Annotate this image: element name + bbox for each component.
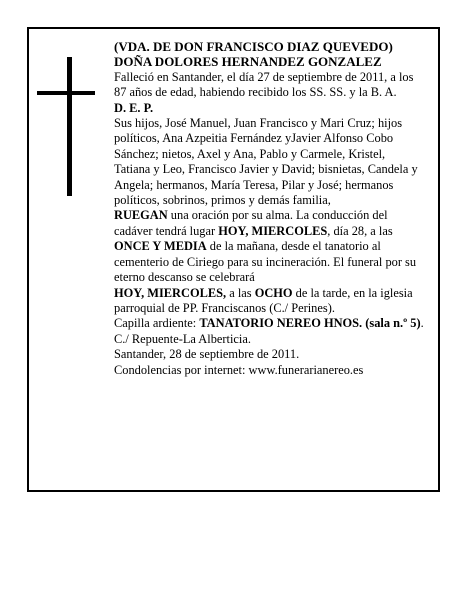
- hoy-miercoles-2: HOY, MIERCOLES,: [114, 285, 227, 300]
- chapel-text-2: . C./ Repuente-La Alberticia.: [114, 316, 424, 346]
- request-text-2: , día 28, a las: [327, 223, 393, 238]
- funeral-text-2: de la tarde, en la iglesia parroquial de PP. Franciscanos (C./ Perines).: [114, 285, 413, 315]
- cross-icon-crossbar: [37, 91, 95, 95]
- widow-of-line: (VDA. DE DON FRANCISCO DIAZ QUEVEDO): [114, 39, 393, 54]
- cross-icon: [67, 57, 72, 196]
- request-text-3: de la mañana, desde el tanatorio al cementerio de Ciriego para su incineración. El funeral por su eterno descanso se celebrará: [114, 239, 417, 285]
- funeral-paragraph: [114, 286, 424, 317]
- tanatorio-name: TANATORIO NEREO HNOS. (sala n.º 5): [199, 316, 421, 331]
- dep-line: D. E. P.: [114, 100, 154, 115]
- chapel-paragraph: [114, 316, 424, 347]
- once-y-media: ONCE Y MEDIA: [114, 239, 207, 254]
- request-text-1: una oración por su alma. La conducción del cadáver tendrá lugar: [114, 208, 388, 238]
- ruegan-text: RUEGAN: [114, 208, 168, 223]
- funeral-text-1: a las: [226, 285, 255, 300]
- request-paragraph: [114, 208, 424, 285]
- family-list: Sus hijos, José Manuel, Juan Francisco y Mari Cruz; hijos políticos, Ana Azpeitia Fernández yJavier Alfonso Cobo Sánchez; nietos, Axel y Ana, Pablo y Carmele, Kristel, Tatiana y Leo, Francisco Javier y David; bisnietas, Candela y Angela; hermanos, María Teresa, Pilar y José; hermanos políticos, sobrinos, primos y demás familia,: [114, 116, 418, 208]
- date-line: Santander, 28 de septiembre de 2011.: [114, 347, 300, 362]
- chapel-text-1: Capilla ardiente:: [114, 316, 200, 331]
- ocho-text: OCHO: [254, 285, 293, 300]
- death-notice: Falleció en Santander, el día 27 de septiembre de 2011, a los 87 años de edad, habiendo recibido los SS. SS. y la B. A.: [114, 69, 414, 100]
- hoy-miercoles-1: HOY, MIERCOLES: [218, 223, 328, 238]
- obituary-text: [114, 39, 424, 378]
- deceased-name: DOÑA DOLORES HERNANDEZ GONZALEZ: [114, 54, 382, 70]
- condolences-line: Condolencias por internet: www.funerarianereo.es: [114, 362, 364, 377]
